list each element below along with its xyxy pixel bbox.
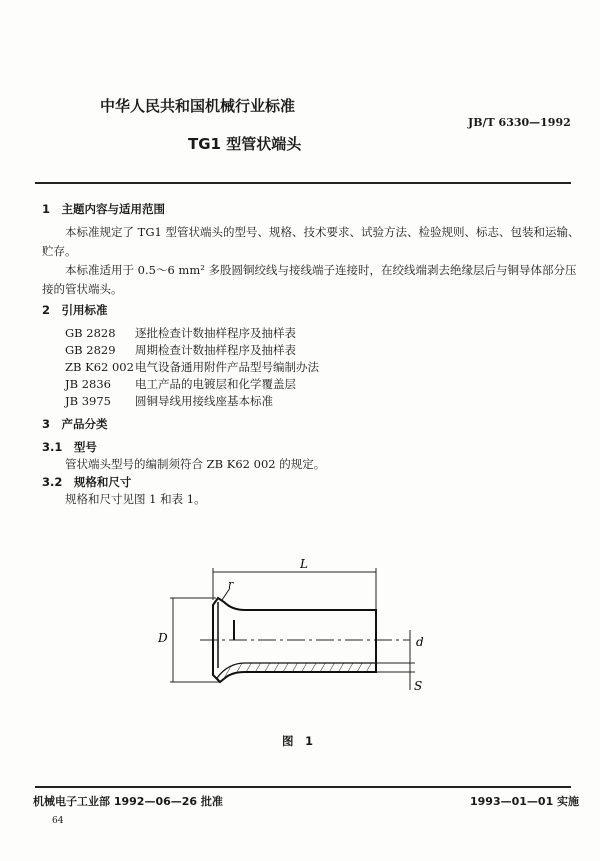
section-2-heading: 2 引用标准 [42, 303, 108, 317]
section-3-2-heading: 3.2 规格和尺寸 [42, 475, 132, 489]
section-3-heading: 3 产品分类 [42, 417, 108, 431]
radius-r-label: r [228, 578, 234, 591]
page-number: 64 [52, 816, 64, 826]
sec1-p1-line2: 贮存。 [42, 244, 77, 258]
figure-caption: 图 1 [282, 734, 314, 748]
reference-item: JB 3975 圆铜导线用接线座基本标准 [65, 394, 273, 408]
dimension-L-label: L [300, 557, 308, 571]
reference-item: GB 2829 周期检查计数抽样程序及抽样表 [65, 343, 296, 357]
section-3-1-heading: 3.1 型号 [42, 440, 97, 454]
dimension-S-label: S [414, 679, 423, 693]
reference-item: GB 2828 逐批检查计数抽样程序及抽样表 [65, 326, 296, 340]
footer-rule [35, 786, 571, 788]
reference-item: ZB K62 002电气设备通用附件产品型号编制办法 [65, 360, 319, 374]
effective-date: 1993—01—01 实施 [470, 795, 580, 808]
document-title: TG1 型管状端头 [188, 135, 302, 153]
sec1-p1-line1: 本标准规定了 TG1 型管状端头的型号、规格、技术要求、试验方法、检验规则、标志、包装和运输、 [65, 225, 580, 239]
reference-item: JB 2836 电工产品的电镀层和化学覆盖层 [65, 377, 296, 391]
sec1-p2-line2: 接的管状端头。 [42, 282, 123, 296]
section-3-2-text: 规格和尺寸见图 1 和表 1。 [65, 492, 206, 506]
sec1-p2-line1: 本标准适用于 0.5～6 mm² 多股圆铜绞线与接线端子连接时，在绞线端剥去绝缘层后与铜导体部分压 [65, 263, 577, 277]
section-3-1-text: 管状端头型号的编制须符合 ZB K62 002 的规定。 [65, 457, 326, 471]
dimension-d-label: d [416, 635, 424, 649]
header-rule [35, 182, 571, 184]
approval-date: 机械电子工业部 1992—06—26 批准 [33, 795, 223, 808]
section-1-heading: 1 主题内容与适用范围 [42, 202, 166, 216]
dimension-D-label: D [158, 631, 168, 645]
tube-terminal-drawing [150, 550, 430, 710]
org-title: 中华人民共和国机械行业标准 [100, 97, 296, 115]
standard-number: JB/T 6330—1992 [468, 116, 571, 129]
